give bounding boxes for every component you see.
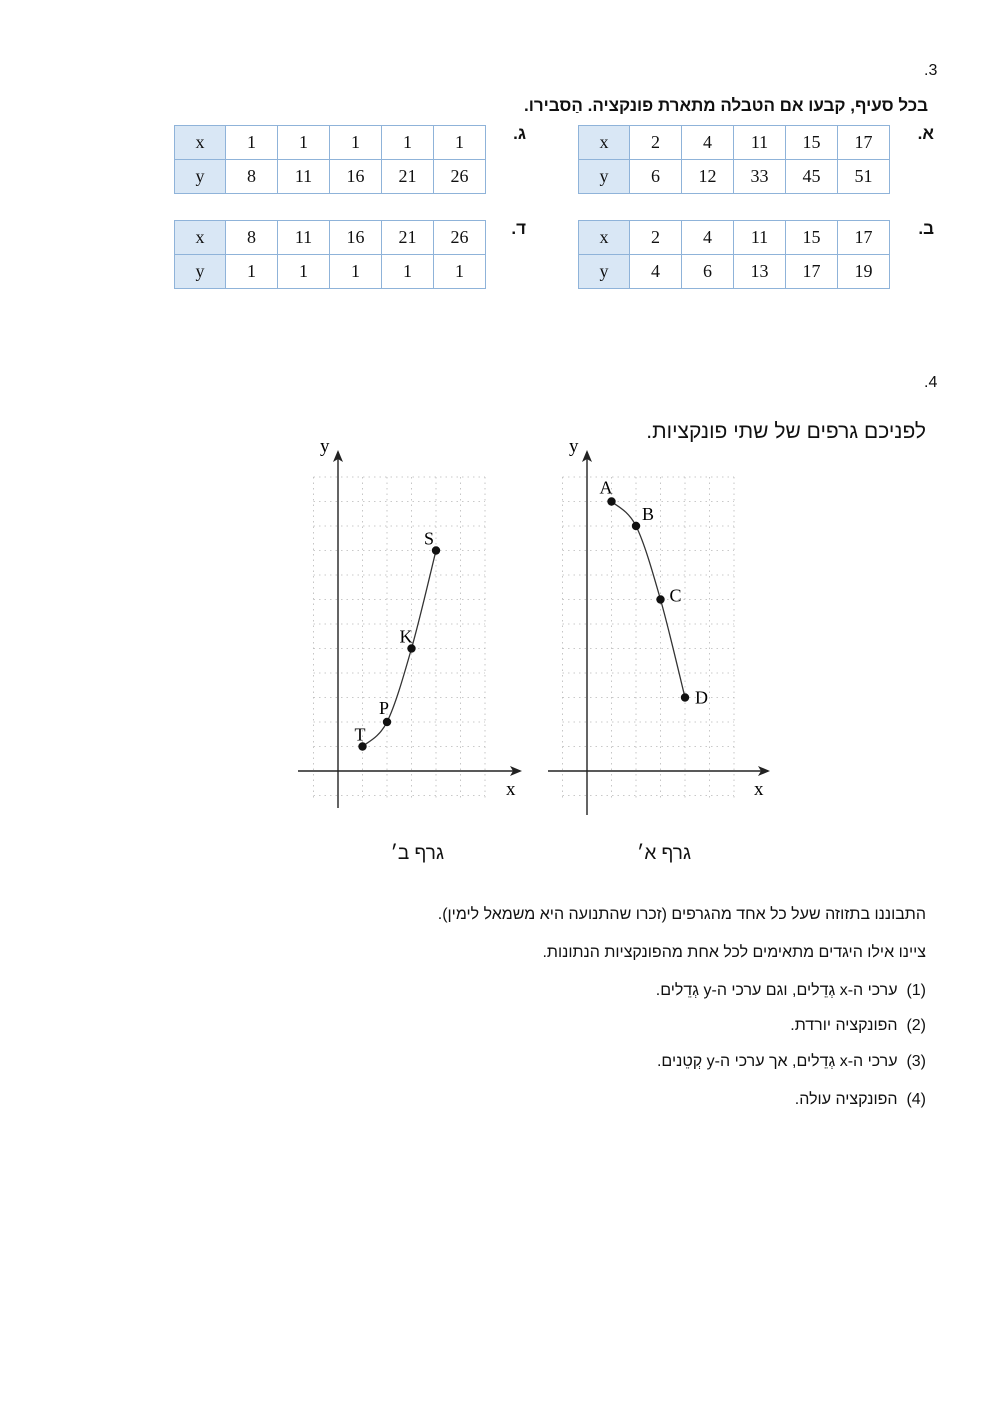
point-label-P: P (379, 698, 390, 718)
point-B (632, 522, 640, 530)
graph-a-y-label: y (569, 436, 579, 457)
table-cell: 1 (278, 126, 330, 160)
table-cell: 15 (786, 126, 838, 160)
table-row-x (175, 126, 486, 160)
table-cell: 17 (838, 221, 890, 255)
graph-b-caption: גרף ב׳ (390, 843, 444, 864)
table-cell: 1 (382, 126, 434, 160)
table-cell: 11 (278, 160, 330, 194)
table-cell: 17 (786, 255, 838, 289)
graph-b-y-label: y (320, 436, 330, 457)
graph-a-points (600, 478, 709, 708)
table-label-b: ב. (918, 219, 934, 238)
graph-a (548, 436, 770, 815)
point-label-T: T (354, 724, 366, 745)
table-row-y (175, 160, 486, 194)
table-cell: 2 (630, 221, 682, 255)
statement-number: (3) (906, 1053, 926, 1070)
table-cell: 1 (330, 126, 382, 160)
table-cell: 17 (838, 126, 890, 160)
table-cell: 16 (330, 160, 382, 194)
graph-b-points (355, 529, 441, 751)
point-label-C: C (669, 585, 682, 606)
table-cell: 21 (382, 221, 434, 255)
graph-b (298, 436, 522, 808)
table-header-x: x (175, 221, 226, 255)
graph-a-grid (563, 477, 735, 799)
point-P (383, 718, 391, 726)
table-header-y: y (579, 160, 630, 194)
table-cell: 6 (630, 160, 682, 194)
table-row-y (175, 255, 486, 289)
table-row-x (175, 221, 486, 255)
question-3-number: .3 (924, 62, 938, 79)
table-cell: 26 (434, 221, 486, 255)
table-cell: 1 (330, 255, 382, 289)
question-4-number: .4 (924, 374, 938, 391)
table-header-x: x (579, 126, 630, 160)
table-header-y: y (175, 255, 226, 289)
table-header-x: x (579, 221, 630, 255)
question-4-instruction: לפניכם גרפים של שתי פונקציות. (646, 420, 926, 443)
statement-text: הפונקציה עולה. (794, 1091, 898, 1108)
point-label-D: D (695, 687, 708, 708)
table-row-y (579, 160, 890, 194)
graph-b-x-label: x (506, 779, 516, 800)
statement-text: ערכי ה-x גְדֵלים, וגם ערכי ה-y גְדֵלים. (655, 982, 898, 999)
table-row-y (579, 255, 890, 289)
table-row-x (579, 126, 890, 160)
statement-4 (795, 1091, 926, 1109)
table-cell: 8 (226, 221, 278, 255)
graphs-figure (280, 430, 780, 830)
table-row-x (579, 221, 890, 255)
table-cell: 1 (382, 255, 434, 289)
point-label-K: K (399, 626, 413, 647)
graph-a-caption: גרף א׳ (637, 843, 691, 864)
table-header-x: x (175, 126, 226, 160)
table-cell: 15 (786, 221, 838, 255)
table-cell: 2 (630, 126, 682, 160)
table-header-y: y (175, 160, 226, 194)
table-cell: 1 (226, 126, 278, 160)
statement-number: (1) (906, 982, 926, 999)
choose-instruction: ציינו אילו היגדים מתאימים לכל אחת מהפונקציות הנתונות. (542, 944, 926, 961)
table-cell: 16 (330, 221, 382, 255)
table-cell: 8 (226, 160, 278, 194)
graph-a-x-label: x (754, 779, 764, 800)
table-cell: 1 (226, 255, 278, 289)
question-3-instruction: בכל סעיף, קבעו אם הטבלה מתארת פונקציה. הַסבירו. (524, 96, 928, 115)
table-cell: 19 (838, 255, 890, 289)
table-cell: 33 (734, 160, 786, 194)
table-header-y: y (579, 255, 630, 289)
statement-3 (657, 1053, 926, 1071)
statement-number: (2) (906, 1017, 926, 1034)
statement-text: ערכי ה-x גְדֵלים, אך ערכי ה-y קְטֵנים. (656, 1053, 898, 1070)
table-label-c: ג. (513, 124, 526, 143)
statement-number: (4) (906, 1091, 926, 1108)
table-cell: 6 (682, 255, 734, 289)
table-cell: 12 (682, 160, 734, 194)
table-cell: 11 (734, 126, 786, 160)
table-cell: 51 (838, 160, 890, 194)
table-cell: 45 (786, 160, 838, 194)
value-table-a (578, 125, 890, 194)
point-label-A: A (599, 477, 613, 498)
statement-2 (790, 1017, 926, 1035)
table-cell: 4 (682, 221, 734, 255)
table-cell: 4 (682, 126, 734, 160)
observe-instruction: התבוננו בתזוזה שעל כל אחד מהגרפים (זכרו שהתנועה היא משמאל לימין). (437, 906, 926, 923)
table-cell: 1 (434, 126, 486, 160)
table-cell: 11 (734, 221, 786, 255)
table-cell: 26 (434, 160, 486, 194)
statement-text: הפונקציה יורדת. (790, 1017, 898, 1034)
table-cell: 4 (630, 255, 682, 289)
table-cell: 1 (278, 255, 330, 289)
value-table-b (578, 220, 890, 289)
value-table-d (174, 220, 486, 289)
table-cell: 11 (278, 221, 330, 255)
table-label-d: ד. (511, 219, 526, 238)
point-C (656, 595, 664, 603)
value-table-c (174, 125, 486, 194)
statement-1 (656, 982, 926, 1000)
table-cell: 1 (434, 255, 486, 289)
table-cell: 21 (382, 160, 434, 194)
point-label-B: B (642, 504, 655, 524)
table-cell: 13 (734, 255, 786, 289)
table-label-a: א. (917, 124, 934, 143)
point-A (607, 497, 615, 505)
point-label-S: S (424, 528, 435, 549)
point-D (681, 693, 689, 701)
